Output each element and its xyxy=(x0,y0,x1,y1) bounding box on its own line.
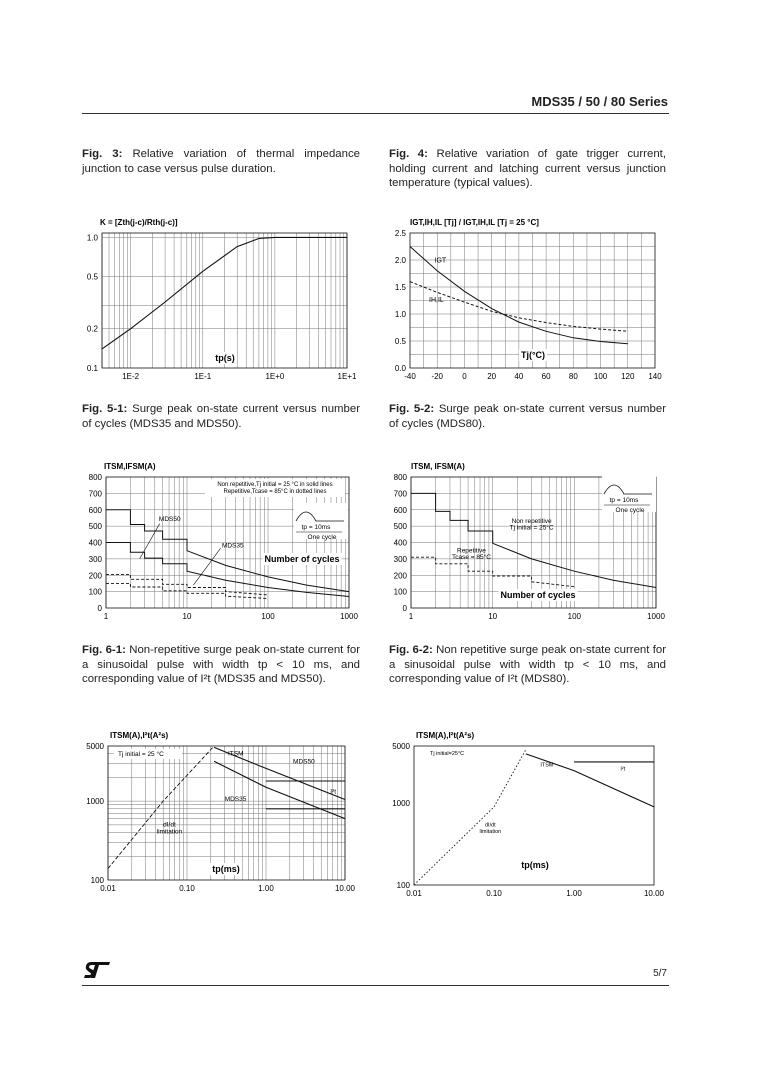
x-tick-label: 80 xyxy=(568,372,578,381)
y-tick-label: 100 xyxy=(90,876,104,885)
label-didt: dI/dt xyxy=(484,822,496,829)
label-itsm: ITSM xyxy=(540,762,554,769)
note-repetitive: Repetitive,Tcase = 85°C in dotted lines xyxy=(223,489,327,495)
label-didt-limitation: limitation xyxy=(156,828,183,836)
x-tick-label: 10.00 xyxy=(334,884,356,893)
series-line xyxy=(106,543,349,597)
caption-fig61: Fig. 6-1: Non-repetitive surge peak on-state current for a sinusoidal pulse with width tp < 10 ms, and corresponding value of I²t (MDS35 and MDS50). xyxy=(82,644,360,685)
st-logo xyxy=(84,962,110,983)
x-tick-label: 0 xyxy=(462,372,467,381)
label-didt: dI/dt xyxy=(163,821,176,829)
fig4-chart xyxy=(380,208,680,393)
caption-fig3: Fig. 3: Relative variation of thermal impedance junction to case versus pulse duration. xyxy=(82,148,360,175)
x-axis-label: tp(ms) xyxy=(521,860,549,870)
one-cycle-label: One cycle xyxy=(615,507,645,514)
label-mds50: MDS50 xyxy=(293,758,315,766)
x-tick-label: 40 xyxy=(514,372,524,381)
y-tick-label: 200 xyxy=(88,571,102,581)
y-axis-label: ITSM(A),I²t(A²s) xyxy=(110,731,169,740)
fig51-chart xyxy=(70,452,370,632)
x-tick-label: 1 xyxy=(408,612,414,621)
caption-fig4: Fig. 4: Relative variation of gate trigger current, holding current and latching current versus junction temperature (typical values). xyxy=(389,148,666,189)
x-tick-label: 1.00 xyxy=(566,889,582,898)
label-tcase: Tcase = 85°C xyxy=(452,553,491,561)
fig61-chart xyxy=(70,718,370,898)
y-axis-label: ITSM(A),I²t(A²s) xyxy=(416,731,475,740)
y-tick-label: 600 xyxy=(393,505,407,515)
y-tick-label: 800 xyxy=(393,473,407,482)
y-tick-label: 300 xyxy=(88,554,102,564)
y-tick-label: 0 xyxy=(402,604,407,613)
x-tick-label: 10 xyxy=(182,612,192,621)
fig3-chart xyxy=(70,208,370,393)
y-axis-label: IGT,IH,IL [Tj] / IGT,IH,IL [Tj = 25 °C] xyxy=(410,218,539,227)
plot-frame xyxy=(108,746,345,880)
x-tick-label: 100 xyxy=(261,612,275,621)
label-didt-limitation: limitation xyxy=(479,829,502,836)
y-tick-label: 700 xyxy=(393,489,407,499)
label-tj-initial: Tj initial=25°C xyxy=(430,751,465,757)
label-i2t: I²t xyxy=(620,766,626,773)
pulse-width-label: tp = 10ms xyxy=(609,497,639,504)
y-tick-label: 500 xyxy=(393,522,407,532)
st-logo-icon xyxy=(84,962,110,978)
footer-rule xyxy=(82,985,669,986)
x-axis-label: Number of cycles xyxy=(264,554,340,564)
note-non-repetitive: Non repetitive,Tj initial = 25 °C in solid lines xyxy=(217,482,333,488)
x-tick-label: 0.10 xyxy=(486,889,502,898)
series-label-igt: IGT xyxy=(434,257,447,265)
y-tick-label: 400 xyxy=(88,538,102,548)
label-tj-initial: Tj initial = 25°C xyxy=(509,524,554,532)
x-tick-label: 1000 xyxy=(340,612,358,621)
y-tick-label: 100 xyxy=(396,881,410,890)
series-line xyxy=(214,761,345,818)
y-axis-label: K = [Zth(j-c)/Rth(j-c)] xyxy=(100,218,178,227)
x-tick-label: 10.00 xyxy=(643,889,665,898)
pulse-width-label: tp = 10ms xyxy=(301,524,331,531)
y-tick-label: 400 xyxy=(393,538,407,548)
y-tick-label: 1000 xyxy=(86,797,104,807)
x-tick-label: 1000 xyxy=(647,612,665,621)
x-axis-label: tp(s) xyxy=(215,353,235,363)
x-tick-label: 10 xyxy=(488,612,498,621)
series-line xyxy=(414,750,526,885)
label-non-repetitive: Non repetitive xyxy=(511,517,552,525)
x-tick-label: 0.01 xyxy=(406,889,422,898)
y-tick-label: 100 xyxy=(88,587,102,597)
y-tick-label: 600 xyxy=(88,505,102,515)
y-tick-label: 0.5 xyxy=(86,272,98,282)
series-line xyxy=(108,746,214,869)
x-tick-label: 1.00 xyxy=(258,884,274,893)
x-axis-label: tp(ms) xyxy=(212,864,240,874)
x-tick-label: 140 xyxy=(648,372,662,381)
one-cycle-label: One cycle xyxy=(307,534,337,541)
x-tick-label: 100 xyxy=(567,612,582,621)
y-tick-label: 2.0 xyxy=(394,256,406,265)
caption-fig62: Fig. 6-2: Non repetitive surge peak on-state current for a sinusoidal pulse with width tp < 10 ms, and corresponding value of I²t (MDS80). xyxy=(389,644,666,685)
x-tick-label: 1E+0 xyxy=(265,372,285,381)
y-tick-label: 100 xyxy=(393,587,407,597)
y-tick-label: 0.0 xyxy=(394,364,406,373)
leader-mds50 xyxy=(140,524,160,559)
y-tick-label: 800 xyxy=(88,473,102,482)
label-mds50: MDS50 xyxy=(158,516,181,524)
y-tick-label: 0.5 xyxy=(394,337,406,346)
x-axis-label: Number of cycles xyxy=(500,590,576,600)
y-tick-label: 700 xyxy=(88,489,102,499)
fig52-chart xyxy=(380,452,680,632)
y-tick-label: 5000 xyxy=(392,742,410,751)
header-rule xyxy=(82,113,669,114)
label-i2t: I²t xyxy=(330,788,337,796)
x-tick-label: 1E+1 xyxy=(337,372,357,381)
x-tick-label: 0.01 xyxy=(100,884,116,893)
x-tick-label: 1 xyxy=(103,612,109,621)
x-tick-label: 100 xyxy=(593,372,608,381)
y-tick-label: 0.1 xyxy=(86,364,98,373)
y-tick-label: 5000 xyxy=(86,742,104,751)
y-tick-label: 300 xyxy=(393,554,407,564)
label-mds35: MDS35 xyxy=(224,796,247,804)
x-tick-label: -40 xyxy=(404,372,416,381)
x-tick-label: 1E-1 xyxy=(194,372,212,381)
y-tick-label: 200 xyxy=(393,571,407,581)
y-tick-label: 1.0 xyxy=(86,233,98,243)
leader-mds35 xyxy=(193,548,220,585)
x-tick-label: 1E-2 xyxy=(122,372,140,381)
label-mds35: MDS35 xyxy=(221,542,244,550)
x-tick-label: -20 xyxy=(431,372,444,381)
y-tick-label: 500 xyxy=(88,522,102,532)
header-title: MDS35 / 50 / 80 Series xyxy=(531,94,668,109)
x-axis-label: Tj(°C) xyxy=(520,350,546,360)
y-tick-label: 1.0 xyxy=(394,310,406,319)
x-tick-label: 60 xyxy=(541,372,551,381)
label-tj-initial: Tj initial = 25 °C xyxy=(118,751,164,758)
page-number: 5/7 xyxy=(653,968,667,979)
y-tick-label: 1000 xyxy=(392,799,410,809)
caption-fig52: Fig. 5-2: Surge peak on-state current versus number of cycles (MDS80). xyxy=(389,403,666,430)
y-axis-label: ITSM, IFSM(A) xyxy=(411,462,465,471)
caption-fig51: Fig. 5-1: Surge peak on-state current versus number of cycles (MDS35 and MDS50). xyxy=(82,403,360,430)
y-tick-label: 0 xyxy=(97,604,102,613)
label-repetitive: Repetitive xyxy=(457,547,486,555)
y-axis-label: ITSM,IFSM(A) xyxy=(104,462,156,471)
x-tick-label: 0.10 xyxy=(179,884,195,893)
x-tick-label: 120 xyxy=(621,372,635,381)
x-tick-label: 20 xyxy=(487,372,497,381)
y-tick-label: 2.5 xyxy=(394,229,406,238)
fig62-chart xyxy=(380,718,680,898)
label-itsm: ITSM xyxy=(227,750,244,758)
y-tick-label: 1.5 xyxy=(394,283,406,292)
series-label-ih-il: IH,IL xyxy=(429,297,444,305)
y-tick-label: 0.2 xyxy=(86,324,98,334)
